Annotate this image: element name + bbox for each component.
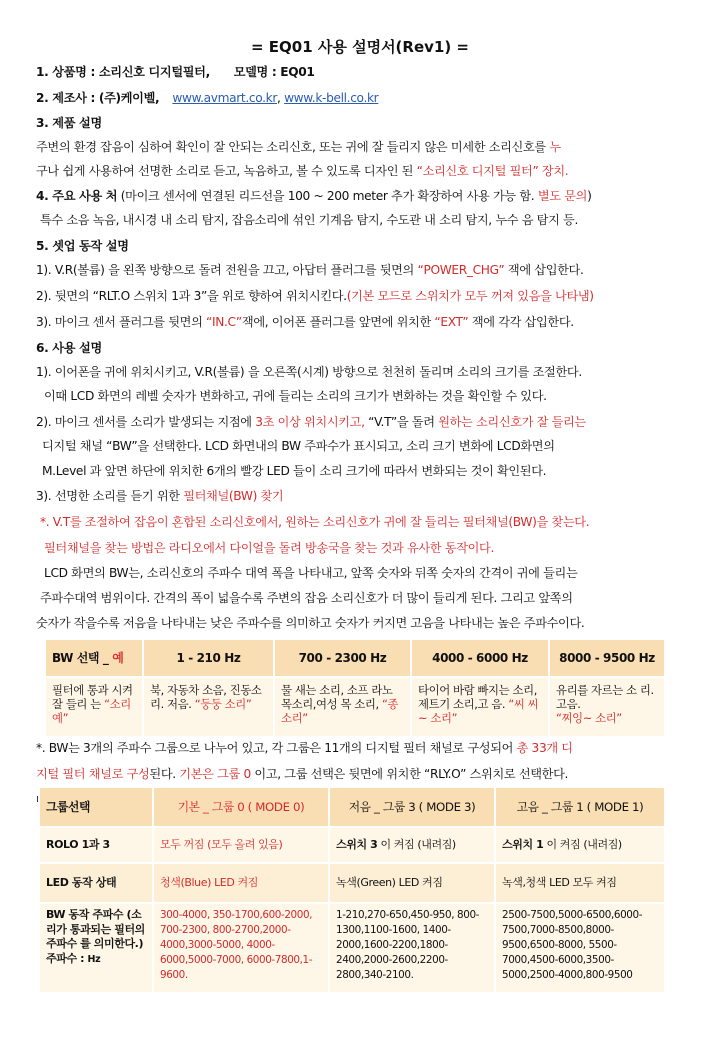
- bw-cell-text: 유리를 자르는 소 리. 고음.: [556, 683, 654, 711]
- section-5-line-2: [36, 288, 594, 304]
- s3-text-2b: “소리신호 디지털 필터” 장치.: [416, 164, 569, 178]
- freq-label-unit: Hz: [87, 953, 101, 965]
- s6-text-6b: 필터채널(BW) 찾기: [183, 489, 284, 503]
- s6-text-6a: 3). 선명한 소리를 듣기 위한: [36, 489, 180, 503]
- rolo-mode0: 모두 꺼짐 (모두 올려 있음): [153, 827, 329, 863]
- link-avmart[interactable]: www.avmart.co.kr: [172, 91, 277, 105]
- bw-cell-text: 북, 자동차 소음, 진동소리. 저음.: [150, 683, 262, 711]
- bw-cell-text: 타이어 바람 빠지는 소리, 제트기 소리,고 음.: [418, 683, 537, 711]
- bw-cell-2: [274, 677, 411, 737]
- freq-label-text: BW 동작 주파수 (소리가 통과되는 필터의 주파수 를 의미한다.) 주파수 :: [46, 908, 145, 965]
- rolo-switch3: 스위치 3: [336, 838, 378, 851]
- section-6-line-3: [36, 414, 586, 430]
- rolo-label: ROLO 1과 3: [39, 827, 153, 863]
- section-6-line-4: 디지털 채널 “BW”을 선택한다. LCD 화면내의 BW 주파수가 표시되고, 소리 크기 변화에 LCD화면의: [42, 439, 555, 453]
- s6-text-3d: 원하는 소리신호가 잘 들리는: [438, 415, 586, 429]
- led-mode1: 녹색,청색 LED 모두 켜짐: [495, 863, 665, 903]
- section-3-heading: 3. 제품 설명: [36, 116, 102, 130]
- page-title: = EQ01 사용 설명서(Rev1) =: [251, 38, 469, 56]
- s5-text-3a: 3). 마이크 센서 플러그를 뒷면의: [36, 315, 203, 329]
- s5-text-3e: 잭에 각각 삽입한다.: [471, 315, 574, 329]
- s3-text-1a: 주변의 환경 잡음이 심하여 확인이 잘 안되는 소리신호, 또는 귀에 잘 들리지 않은 미세한 소리신호를: [36, 140, 546, 154]
- section-6-line-9: LCD 화면의 BW는, 소리신호의 주파수 대역 폭을 나타내고, 앞쪽 숫자와 뒤쪽 숫자의 간격이 귀에 들리는: [44, 566, 578, 580]
- s6-text-3a: 2). 마이크 센서를 소리가 발생되는 지점에: [36, 415, 252, 429]
- bw-cell-example: “소리 예”: [52, 697, 131, 725]
- rolo-state1: 이 켜짐 (내려짐): [546, 838, 622, 851]
- section-4-heading: 4. 주요 사용 처: [36, 189, 118, 203]
- note-line-1: [36, 740, 573, 756]
- group-header-mode0: 기본 _ 그룹 0 ( MODE 0): [153, 787, 329, 827]
- bw-cell-example: “찌잉~ 소리”: [556, 711, 622, 725]
- bw-cell-label: [45, 677, 143, 737]
- bw-header-example: 예: [112, 651, 124, 665]
- s5-text-3b: “IN.C”: [206, 315, 242, 329]
- section-3-line-1: [36, 139, 561, 155]
- bw-cell-text: 물 새는 소리, 소프 라노 목소리,여성 목 소리,: [281, 683, 393, 711]
- bw-col-3: 4000 - 6000 Hz: [411, 639, 549, 677]
- bw-col-4: 8000 - 9500 Hz: [549, 639, 665, 677]
- freq-mode1: 2500-7500,5000-6500,6000-7500,7000-8500,8000-9500,6500-8000, 5500-7000,4500-6000,3500-5000,2500-4000,800-9500: [495, 903, 665, 993]
- led-row: [39, 863, 665, 903]
- product-label: 1. 상품명 : 소리신호 디지털필터,: [36, 65, 210, 79]
- s5-text-3d: “EXT”: [434, 315, 469, 329]
- s3-text-2a: 구나 쉽게 사용하여 선명한 소리로 듣고, 녹음하고, 볼 수 있도록 디자인 된: [36, 164, 414, 178]
- bw-cell-example: “씨 씨~ 소리”: [418, 697, 539, 725]
- section-6-line-2: 이때 LCD 화면의 레벨 숫자가 변화하고, 귀에 들리는 소리의 크기가 변화하는 것을 확인할 수 있다.: [44, 389, 547, 403]
- group-table-header: [39, 787, 665, 827]
- section-6-heading: 6. 사용 설명: [36, 341, 102, 355]
- section-6-line-8: 필터채널을 찾는 방법은 라디오에서 다이얼을 돌려 방송국을 찾는 것과 유사한 동작이다.: [44, 541, 494, 555]
- note-text-2a: 지털 필터 채널로 구성: [36, 767, 150, 781]
- note-text-1a: *. BW는 3개의 주파수 그룹으로 나누어 있고, 각 그룹은 11개의 디지털 필터 채널로 구성되어: [36, 741, 514, 755]
- led-mode3: 녹색(Green) LED 켜짐: [329, 863, 495, 903]
- link-separator: ,: [277, 91, 281, 105]
- freq-row: [39, 903, 665, 993]
- s5-text-1b: “POWER_CHG”: [417, 263, 505, 277]
- section-5-line-3: [36, 314, 574, 330]
- group-header-label: 그룹선택: [39, 787, 153, 827]
- bw-cell-text: 필터에 통과 시켜 잘 들리 는: [52, 683, 133, 711]
- freq-label: [39, 903, 153, 993]
- s3-text-1b: 누: [549, 140, 561, 154]
- rolo-mode1: [495, 827, 665, 863]
- s5-text-3c: 잭에, 이어폰 플러그를 앞면에 위치한: [241, 315, 431, 329]
- bw-table-header: [45, 639, 665, 677]
- s5-text-2b: (기본 모드로 스위치가 모두 꺼져 있음을 나타냄): [346, 289, 594, 303]
- bw-header-label: [45, 639, 143, 677]
- led-mode0: 청색(Blue) LED 켜짐: [153, 863, 329, 903]
- maker-label: 2. 제조사 : (주)케이벨,: [36, 91, 160, 105]
- bw-cell-example: “종 소리”: [281, 697, 399, 725]
- product-line: [36, 64, 315, 80]
- bw-cell-4: [549, 677, 665, 737]
- bw-select-table: [44, 638, 666, 738]
- rolo-state3: 이 켜짐 (내려짐): [380, 838, 456, 851]
- section-6-line-6: [36, 488, 283, 504]
- section-4-line-1: [36, 188, 591, 204]
- s4-text-1c: ): [587, 189, 592, 203]
- section-3-line-2: [36, 163, 568, 179]
- section-4-line-2: 특수 소음 녹음, 내시경 내 소리 탐지, 잡음소리에 섞인 기계음 탐지, 수도관 내 소리 탐지, 누수 음 탐지 등.: [40, 213, 578, 227]
- section-5-heading: 5. 셋업 동작 설명: [36, 239, 129, 253]
- section-6-line-1: 1). 이어폰을 귀에 위치시키고, V.R(볼륨) 을 오른쪽(시계) 방향으로 천천히 돌리며 소리의 크기를 조절한다.: [36, 365, 582, 379]
- note-text-2d: 이고, 그룹 선택은 뒷면에 위치한 “RLY.O” 스위치로 선택한다.: [254, 767, 569, 781]
- rolo-switch1: 스위치 1: [502, 838, 544, 851]
- note-text-1b: 총 33개 디: [516, 741, 573, 755]
- bw-table-row: [45, 677, 665, 737]
- bw-cell-3: [411, 677, 549, 737]
- s6-text-3c: “V.T”을 돌려: [368, 415, 435, 429]
- bw-header-text: BW 선택 _: [52, 651, 109, 665]
- s5-text-1c: 잭에 삽입한다.: [507, 263, 584, 277]
- bw-cell-1: [143, 677, 274, 737]
- section-6-line-11: 숫자가 작을수록 저음을 나타내는 낮은 주파수를 의미하고 숫자가 커지면 고음을 나타내는 높은 주파수이다.: [36, 616, 585, 630]
- s5-text-1a: 1). V.R(볼륨) 을 왼쪽 방향으로 돌려 전원을 끄고, 아답터 플러그를 뒷면의: [36, 263, 414, 277]
- note-text-2b: 된다.: [149, 767, 176, 781]
- section-6-line-7: *. V.T를 조절하여 잡음이 혼합된 소리신호에서, 원하는 소리신호가 귀에 잘 들리는 필터채널(BW)을 찾는다.: [40, 515, 590, 529]
- group-header-mode3: 저음 _ 그룹 3 ( MODE 3): [329, 787, 495, 827]
- maker-line: [36, 90, 378, 106]
- bw-col-2: 700 - 2300 Hz: [274, 639, 411, 677]
- section-5-line-1: [36, 262, 584, 278]
- rolo-mode3: [329, 827, 495, 863]
- led-label: LED 동작 상태: [39, 863, 153, 903]
- freq-mode3: 1-210,270-650,450-950, 800-1300,1100-1600, 1400-2000,1600-2200,1800-2400,2000-2600,2200-2800,340-2100.: [329, 903, 495, 993]
- s6-text-3b: 3초 이상 위치시키고,: [255, 415, 365, 429]
- link-kbell[interactable]: www.k-bell.co.kr: [284, 91, 379, 105]
- note-text-2c: 기본은 그룹 0: [179, 767, 251, 781]
- group-header-mode1: 고음 _ 그룹 1 ( MODE 1): [495, 787, 665, 827]
- section-6-line-10: 주파수대역 범위이다. 간격의 폭이 넓을수록 주변의 잡음 소리신호가 더 많이 들리게 된다. 그리고 앞쪽의: [40, 591, 573, 605]
- s4-text-1b: 별도 문의: [537, 189, 588, 203]
- freq-mode0: 300-4000, 350-1700,600-2000, 700-2300, 800-2700,2000-4000,3000-5000, 4000-6000,5000-7000, 6000-7800,1-9600.: [153, 903, 329, 993]
- section-6-line-5: M.Level 과 앞면 하단에 위치한 6개의 빨강 LED 들이 소리 크기에 따라서 변화되는 것이 확인된다.: [42, 464, 547, 478]
- note-line-2: [36, 766, 568, 782]
- rolo-row: [39, 827, 665, 863]
- s5-text-2a: 2). 뒷면의 “RLT.O 스위치 1과 3”을 위로 향하여 위치시킨다.: [36, 289, 347, 303]
- bw-cell-example: “둥둥 소리”: [194, 697, 252, 711]
- model-label: 모델명 : EQ01: [233, 65, 315, 79]
- group-select-table: [38, 786, 666, 994]
- s4-text-1a: (마이크 센서에 연결된 리드선을 100 ~ 200 meter 추가 확장하여 사용 가능 함.: [120, 189, 535, 203]
- bw-col-1: 1 - 210 Hz: [143, 639, 274, 677]
